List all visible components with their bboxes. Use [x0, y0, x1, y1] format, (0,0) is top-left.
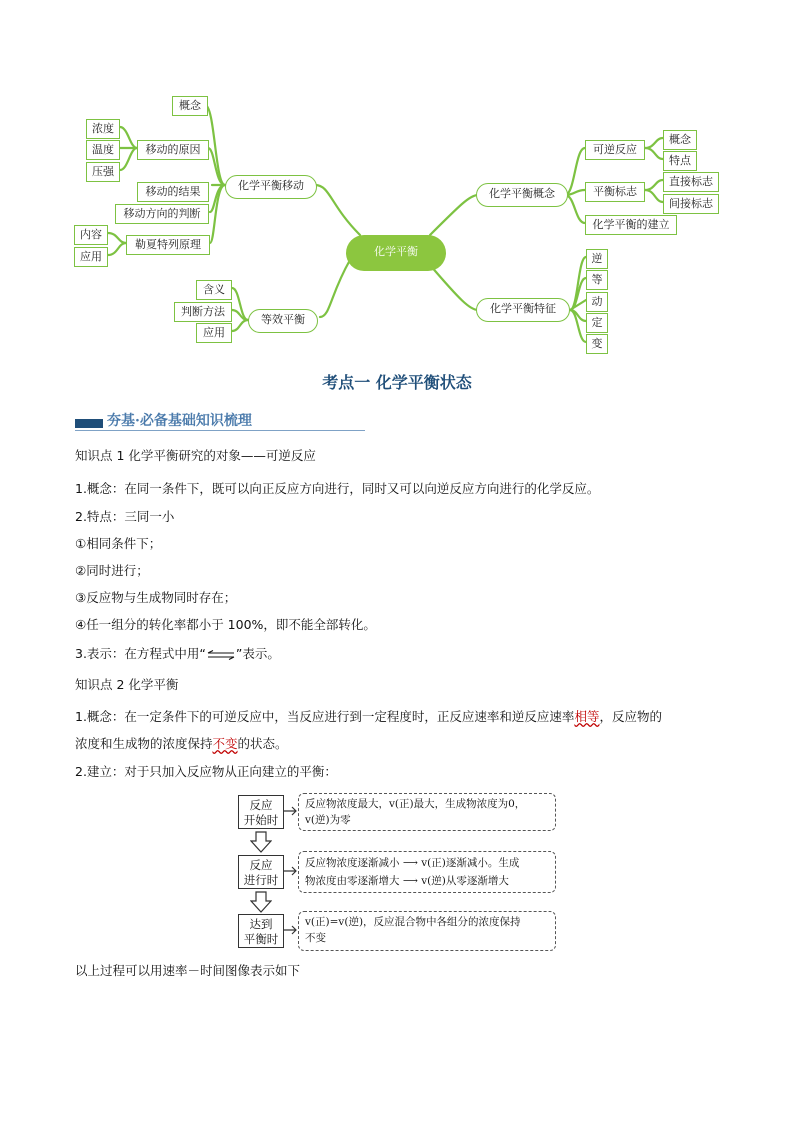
- kp2-concept-c: 浓度和生成物的浓度保持: [75, 736, 213, 751]
- kp1-heading: 知识点 1 化学平衡研究的对象——可逆反应: [75, 448, 316, 463]
- flow-label-equilibrium-2: 平衡时: [243, 932, 279, 946]
- footer-line: 以上过程可以用速率－时间图像表示如下: [75, 963, 301, 978]
- kp1-item-1: ①相同条件下；: [75, 536, 162, 551]
- reversible-arrow-icon: [206, 650, 236, 660]
- node-cause-temperature: 温度: [86, 140, 120, 160]
- node-establish: 化学平衡的建立: [585, 215, 677, 235]
- flow-text-equilibrium: [298, 911, 556, 951]
- down-arrow-icon: [250, 891, 272, 913]
- node-lc-application: 应用: [74, 247, 108, 267]
- node-cause-pressure: 压强: [86, 162, 120, 182]
- right-arrow-icon: [284, 865, 298, 877]
- node-direct-mark: 直接标志: [663, 172, 719, 192]
- mind-map: [0, 85, 794, 365]
- kp1-feature-title: 2.特点：三同一小: [75, 509, 175, 524]
- banner-bar: [75, 419, 103, 428]
- kp2-build: 2.建立：对于只加入反应物从正向建立的平衡：: [75, 764, 337, 779]
- flow-text-progress: [298, 851, 556, 893]
- flow-label-start-2: 开始时: [243, 813, 279, 827]
- node-eq-meaning: 含义: [196, 280, 232, 300]
- node-feat-fixed: 定: [586, 313, 608, 333]
- node-feat-dynamic: 动: [586, 292, 608, 312]
- banner-text: 夯基·必备基础知识梳理: [107, 413, 252, 429]
- banner-underline: [75, 430, 365, 431]
- flow-label-equilibrium: [238, 914, 284, 948]
- node-causes: 移动的原因: [137, 140, 209, 160]
- kp1-repr-after: ”表示。: [235, 646, 280, 661]
- node-direction: 移动方向的判断: [115, 204, 209, 224]
- flow-text-start-1: 反应物浓度最大，v(正)最大，生成物浓度为0，: [305, 798, 526, 810]
- node-feat-reverse: 逆: [586, 249, 608, 269]
- kp1-item-3: ③反应物与生成物同时存在；: [75, 590, 237, 605]
- flow-text-progress-2: 物浓度由零逐渐增大 ⟶ v(逆)从零逐渐增大: [305, 875, 509, 887]
- node-equivalent: 等效平衡: [248, 309, 318, 333]
- node-lechatelier: 勒夏特列原理: [126, 235, 210, 255]
- flow-text-equilibrium-2: 不变: [305, 932, 326, 944]
- node-lc-content: 内容: [74, 225, 108, 245]
- node-features: 化学平衡特征: [476, 298, 570, 322]
- flow-text-progress-1: 反应物浓度逐渐减小 ⟶ v(正)逐渐减小。生成: [305, 857, 520, 869]
- node-rev-feature: 特点: [663, 151, 697, 171]
- kp2-concept-a: 1.概念：在一定条件下的可逆反应中，当反应进行到一定程度时，正反应速率和逆反应速率: [75, 709, 575, 724]
- flow-label-start-1: 反应: [249, 798, 273, 812]
- flow-label-progress-2: 进行时: [243, 873, 279, 887]
- node-feat-equal: 等: [586, 270, 608, 290]
- flow-text-equilibrium-1: v(正)=v(逆)，反应混合物中各组分的浓度保持: [305, 916, 521, 928]
- node-reversible: 可逆反应: [585, 140, 645, 160]
- node-cause-concentration: 浓度: [86, 119, 120, 139]
- section-banner: [75, 410, 365, 432]
- down-arrow-icon: [250, 831, 272, 853]
- flow-label-progress-1: 反应: [249, 858, 273, 872]
- node-result: 移动的结果: [137, 182, 209, 202]
- node-eq-application: 应用: [196, 323, 232, 343]
- kp2-emphasis-equal: 相等: [574, 709, 600, 724]
- node-marks: 平衡标志: [585, 182, 645, 202]
- equilibrium-flow-diagram: [236, 793, 558, 953]
- kp2-concept-b: ，反应物的: [599, 709, 662, 724]
- flow-text-start: [298, 793, 556, 831]
- kp1-repr-before: 3.表示：在方程式中用“: [75, 646, 206, 661]
- kp2-concept-line1: [75, 709, 662, 725]
- node-shift: 化学平衡移动: [225, 175, 317, 199]
- node-concept: 化学平衡概念: [476, 183, 568, 207]
- flow-text-start-2: v(逆)为零: [305, 814, 351, 826]
- kp2-concept-d: 的状态。: [237, 736, 288, 751]
- kp1-concept: 1.概念：在同一条件下，既可以向正反应方向进行，同时又可以向逆反应方向进行的化学反应。: [75, 481, 600, 496]
- right-arrow-icon: [284, 924, 298, 936]
- kp1-item-4: ④任一组分的转化率都小于 100%，即不能全部转化。: [75, 617, 376, 632]
- kp2-emphasis-unchanged: 不变: [212, 736, 238, 751]
- flow-label-start: [238, 795, 284, 829]
- node-rev-concept: 概念: [663, 130, 697, 150]
- flow-label-equilibrium-1: 达到: [249, 917, 273, 931]
- section-title: 考点一 化学平衡状态: [322, 373, 472, 392]
- node-feat-change: 变: [586, 334, 608, 354]
- flow-label-progress: [238, 855, 284, 889]
- node-eq-judge: 判断方法: [174, 302, 232, 322]
- kp2-concept-line2: [75, 736, 288, 752]
- kp1-representation: [75, 646, 280, 662]
- node-shift-concept: 概念: [172, 96, 208, 116]
- mind-map-center: 化学平衡: [346, 235, 446, 271]
- kp1-item-2: ②同时进行；: [75, 563, 149, 578]
- right-arrow-icon: [284, 805, 298, 817]
- kp2-heading: 知识点 2 化学平衡: [75, 677, 179, 692]
- node-indirect-mark: 间接标志: [663, 194, 719, 214]
